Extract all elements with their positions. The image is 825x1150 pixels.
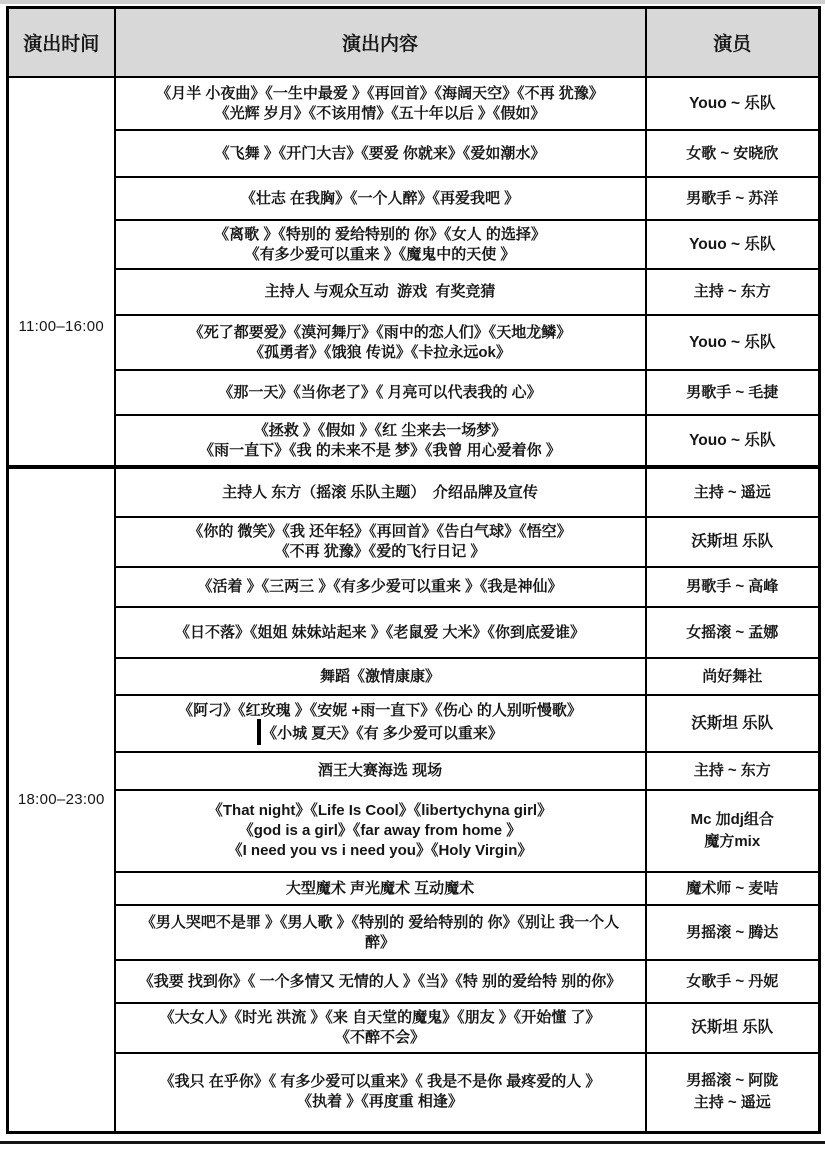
program-cell[interactable] <box>115 695 646 752</box>
performer-cell[interactable] <box>646 315 820 370</box>
table-row <box>8 177 820 220</box>
performer-cell[interactable] <box>646 1053 820 1132</box>
program-line: 大型魔术 声光魔术 互动魔术 <box>285 879 475 897</box>
performer-cell[interactable] <box>646 269 820 315</box>
performer-line: 沃斯坦 乐队 <box>691 1019 774 1036</box>
program-line: 《大女人》《时光 洪流 》《来 自天堂的魔鬼》《朋友 》《开始懂 了》 <box>159 1009 601 1026</box>
table-row <box>8 315 820 370</box>
program-line: 酒王大赛海选 现场 <box>317 762 443 779</box>
performer-line: 沃斯坦 乐队 <box>691 714 774 732</box>
table-body <box>8 77 820 1132</box>
performer-cell[interactable] <box>646 607 820 658</box>
table-row <box>8 370 820 415</box>
program-line: 舞蹈《激情康康》 <box>319 667 440 685</box>
program-line: 《我只 在乎你》《 有多少爱可以重来》《 我是不是你 最疼爱的人 》 <box>159 1073 601 1091</box>
program-line: 《离歌 》《特别的 爱给特别的 你》《女人 的选择》 <box>214 225 546 243</box>
program-cell[interactable] <box>115 415 646 467</box>
program-cell[interactable] <box>115 658 646 695</box>
performer-cell[interactable] <box>646 658 820 695</box>
program-cell[interactable] <box>115 130 646 177</box>
table-row <box>8 415 820 467</box>
table-row <box>8 77 820 130</box>
performer-line: 男歌手 ~ 毛捷 <box>686 383 779 401</box>
table-row <box>8 960 820 1003</box>
performer-cell[interactable] <box>646 130 820 177</box>
performer-line: 女歌 ~ 安晓欣 <box>686 144 779 162</box>
program-line: 《拯救 》《假如 》《红 尘来去一场梦》 <box>253 421 507 439</box>
performer-line: 魔术师 ~ 麦咭 <box>686 879 779 897</box>
page-top-strip <box>0 0 825 4</box>
table-row <box>8 872 820 905</box>
performer-cell[interactable] <box>646 220 820 269</box>
performer-cell[interactable] <box>646 695 820 752</box>
program-cell[interactable] <box>115 1053 646 1132</box>
performer-line: 主持 ~ 遥远 <box>693 1094 771 1112</box>
performer-line: 主持 ~ 东方 <box>693 762 771 779</box>
program-cell[interactable] <box>115 607 646 658</box>
table-row <box>8 658 820 695</box>
performer-line: Youo ~ 乐队 <box>689 431 776 449</box>
program-cell[interactable] <box>115 77 646 130</box>
performer-cell[interactable] <box>646 467 820 517</box>
performer-cell[interactable] <box>646 790 820 872</box>
column-header-content[interactable]: 演出内容 <box>115 8 646 78</box>
performer-cell[interactable] <box>646 752 820 790</box>
program-line: 《不再 犹豫》《爱的飞行日记 》 <box>274 543 486 560</box>
performer-cell[interactable] <box>646 370 820 415</box>
table-row <box>8 1053 820 1132</box>
performer-line: 女摇滚 ~ 孟娜 <box>686 623 779 641</box>
performer-cell[interactable] <box>646 177 820 220</box>
program-cell[interactable] <box>115 872 646 905</box>
table-row <box>8 607 820 658</box>
program-cell[interactable] <box>115 517 646 567</box>
program-cell[interactable] <box>115 370 646 415</box>
performer-line: 男摇滚 ~ 阿陇 <box>686 1072 779 1090</box>
table-row <box>8 1003 820 1053</box>
program-cell[interactable] <box>115 567 646 607</box>
program-line: 《我要 找到你》《 一个多情又 无情的人 》《当》《特 别的爱给特 别的你》 <box>138 972 622 990</box>
table-row <box>8 517 820 567</box>
program-line: 《阿刁》《红玫瑰 》《安妮 +雨一直下》《伤心 的人别听慢歌》 <box>178 701 582 719</box>
program-line: 主持人 东方（摇滚 乐队主题） 介绍品牌及宣传 <box>222 483 538 501</box>
program-cell[interactable] <box>115 752 646 790</box>
program-cell[interactable] <box>115 1003 646 1053</box>
program-line: 《光辉 岁月》《不该用情》《五十年以后 》《假如》 <box>214 104 546 122</box>
table-row <box>8 269 820 315</box>
program-line: 《god is a girl》《far away from home 》 <box>238 822 522 839</box>
program-line: 《活着 》《三两三 》《有多少爱可以重来 》《我是神仙》 <box>197 578 563 595</box>
table-row <box>8 905 820 960</box>
program-cell[interactable] <box>115 467 646 517</box>
performer-line: 男歌手 ~ 苏洋 <box>686 189 779 207</box>
text-caret <box>257 719 261 745</box>
program-line: 主持人 与观众互动 游戏 有奖竞猜 <box>264 283 496 300</box>
table-row <box>8 752 820 790</box>
program-line: 《孤勇者》《饿狼 传说》《卡拉永远ok》 <box>249 343 511 361</box>
table-row <box>8 130 820 177</box>
table-row <box>8 790 820 872</box>
performer-line: 男歌手 ~ 高峰 <box>686 578 779 595</box>
table-row <box>8 695 820 752</box>
performer-line: 女歌手 ~ 丹妮 <box>686 972 779 990</box>
performer-line: Youo ~ 乐队 <box>689 94 776 112</box>
program-line: 《有多少爱可以重来 》《魔鬼中的天使 》 <box>244 245 516 263</box>
performer-cell[interactable] <box>646 77 820 130</box>
bottom-divider <box>0 1141 825 1144</box>
performer-line: Youo ~ 乐队 <box>689 333 776 351</box>
table-row <box>8 220 820 269</box>
program-line: 《雨一直下》《我 的未来不是 梦》《我曾 用心爱着你 》 <box>199 441 561 459</box>
program-line: 《不醉不会》 <box>334 1029 425 1046</box>
performer-line: 魔方mix <box>704 833 761 850</box>
table-header-row <box>8 8 820 78</box>
program-line: 《I need you vs i need you》《Holy Virgin》 <box>227 842 533 859</box>
performer-line: 男摇滚 ~ 腾达 <box>686 923 779 941</box>
performer-line: 主持 ~ 遥远 <box>693 483 771 501</box>
time-cell[interactable]: 18:00–23:00 <box>8 467 115 1132</box>
program-cell[interactable] <box>115 905 646 960</box>
performer-cell[interactable] <box>646 960 820 1003</box>
performer-line: Youo ~ 乐队 <box>689 235 776 253</box>
time-cell[interactable]: 11:00–16:00 <box>8 77 115 467</box>
performer-cell[interactable] <box>646 517 820 567</box>
performer-cell[interactable] <box>646 415 820 467</box>
program-cell[interactable] <box>115 960 646 1003</box>
table-row <box>8 467 820 517</box>
performer-line: Mc 加dj组合 <box>690 811 774 828</box>
program-cell[interactable] <box>115 315 646 370</box>
performer-line: 主持 ~ 东方 <box>693 283 771 300</box>
program-line: 《日不落》《姐姐 妹妹站起来 》《老鼠爱 大米》《你到底爱谁》 <box>174 623 585 641</box>
performer-cell[interactable] <box>646 905 820 960</box>
program-line: 《执着 》《再度重 相逢》 <box>297 1093 463 1111</box>
table-row <box>8 567 820 607</box>
program-line: 《你的 微笑》《我 还年轻》《再回首》《告白气球》《悟空》 <box>188 523 572 540</box>
program-line: 《That night》《Life Is Cool》《libertychyna girl》 <box>207 802 553 819</box>
program-line: 《壮志 在我胸》《一个人醉》《再爱我吧 》 <box>240 189 520 207</box>
program-cell[interactable] <box>115 177 646 220</box>
program-cell[interactable] <box>115 269 646 315</box>
program-cell[interactable] <box>115 790 646 872</box>
performer-line: 尚好舞社 <box>702 667 763 685</box>
program-line: 《飞舞 》《开门大吉》《要爱 你就来》《爱如潮水》 <box>214 144 546 162</box>
program-line: 《小城 夏天》《有 多少爱可以重来》 <box>120 721 641 747</box>
program-cell[interactable] <box>115 220 646 269</box>
column-header-performer[interactable]: 演员 <box>646 8 820 78</box>
program-line: 《月半 小夜曲》《一生中最爱 》《再回首》《海阔天空》《不再 犹豫》 <box>156 84 604 102</box>
performer-cell[interactable] <box>646 567 820 607</box>
performer-line: 沃斯坦 乐队 <box>691 533 774 550</box>
performer-cell[interactable] <box>646 1003 820 1053</box>
performer-cell[interactable] <box>646 872 820 905</box>
program-line: 《死了都要爱》《漠河舞厅》《雨中的恋人们》《天地龙鳞》 <box>188 323 572 341</box>
program-line: 《那一天》《当你老了》《 月亮可以代表我的 心》 <box>218 383 542 401</box>
performance-schedule-table <box>6 6 821 1134</box>
program-line: 《男人哭吧不是罪 》《男人歌 》《特别的 爱给特别的 你》《别让 我一个人 <box>140 913 620 931</box>
column-header-time[interactable]: 演出时间 <box>8 8 115 78</box>
program-line: 醉》 <box>364 933 395 951</box>
